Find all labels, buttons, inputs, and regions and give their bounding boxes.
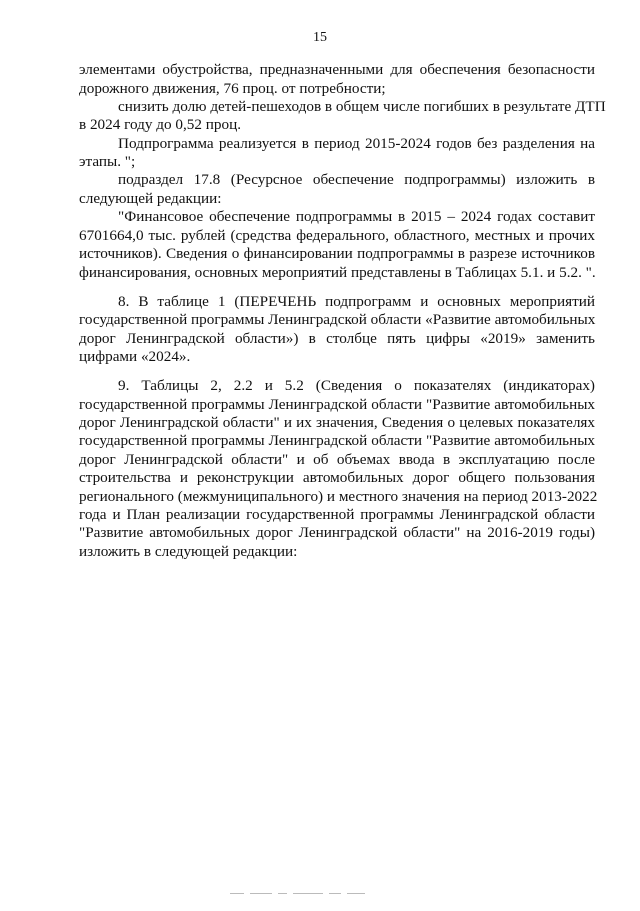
page-number: 15: [313, 30, 327, 45]
text-line: государственной программы Ленинградской области "Развитие автомобильных: [79, 396, 595, 413]
text-line: регионального (межмуниципального) и местного значения на период 2013-2022: [79, 488, 598, 505]
text-line: этапы. ";: [79, 153, 136, 170]
text-line: снизить долю детей-пешеходов в общем числе погибших в результате ДТП: [118, 98, 606, 115]
text-line: Подпрограмма реализуется в период 2015-2024 годов без разделения на: [118, 135, 595, 152]
text-line: дорог Ленинградской области») в столбце пять цифры «2019» заменить: [79, 330, 595, 347]
text-line: дорог Ленинградской области" и об объемах ввода в эксплуатацию после: [79, 451, 595, 468]
text-line: года и План реализации государственной программы Ленинградской области: [79, 506, 595, 523]
text-line: государственной программы Ленинградской области "Развитие автомобильных: [79, 432, 595, 449]
text-line: 9. Таблицы 2, 2.2 и 5.2 (Сведения о показателях (индикаторах): [118, 377, 595, 394]
text-line: элементами обустройства, предназначенными для обеспечения безопасности: [79, 61, 595, 78]
text-line: 8. В таблице 1 (ПЕРЕЧЕНЬ подпрограмм и основных мероприятий: [118, 293, 595, 310]
text-line: государственной программы Ленинградской области «Развитие автомобильных: [79, 311, 596, 328]
text-line: "Финансовое обеспечение подпрограммы в 2015 – 2024 годах составит: [118, 208, 595, 225]
text-line: строительства и реконструкции автомобильных дорог общего пользования: [79, 469, 595, 486]
text-line: цифрами «2024».: [79, 348, 191, 365]
text-line: следующей редакции:: [79, 190, 222, 207]
text-line: дорожного движения, 76 проц. от потребности;: [79, 80, 386, 97]
text-line: "Развитие автомобильных дорог Ленинградской области" на 2016-2019 годы): [79, 524, 595, 541]
text-line: подраздел 17.8 (Ресурсное обеспечение подпрограммы) изложить в: [118, 171, 595, 188]
scan-artifact: [230, 893, 430, 897]
text-line: в 2024 году до 0,52 проц.: [79, 116, 241, 133]
text-line: 6701664,0 тыс. рублей (средства федерального, областного, местных и прочих: [79, 227, 595, 244]
text-line: изложить в следующей редакции:: [79, 543, 298, 560]
text-line: финансирования, основных мероприятий представлены в Таблицах 5.1. и 5.2. ".: [79, 264, 596, 281]
text-line: дорог Ленинградской области" и их значения, Сведения о целевых показателях: [79, 414, 595, 431]
text-line: источников). Сведения о финансировании подпрограммы в разрезе источников: [79, 245, 595, 262]
